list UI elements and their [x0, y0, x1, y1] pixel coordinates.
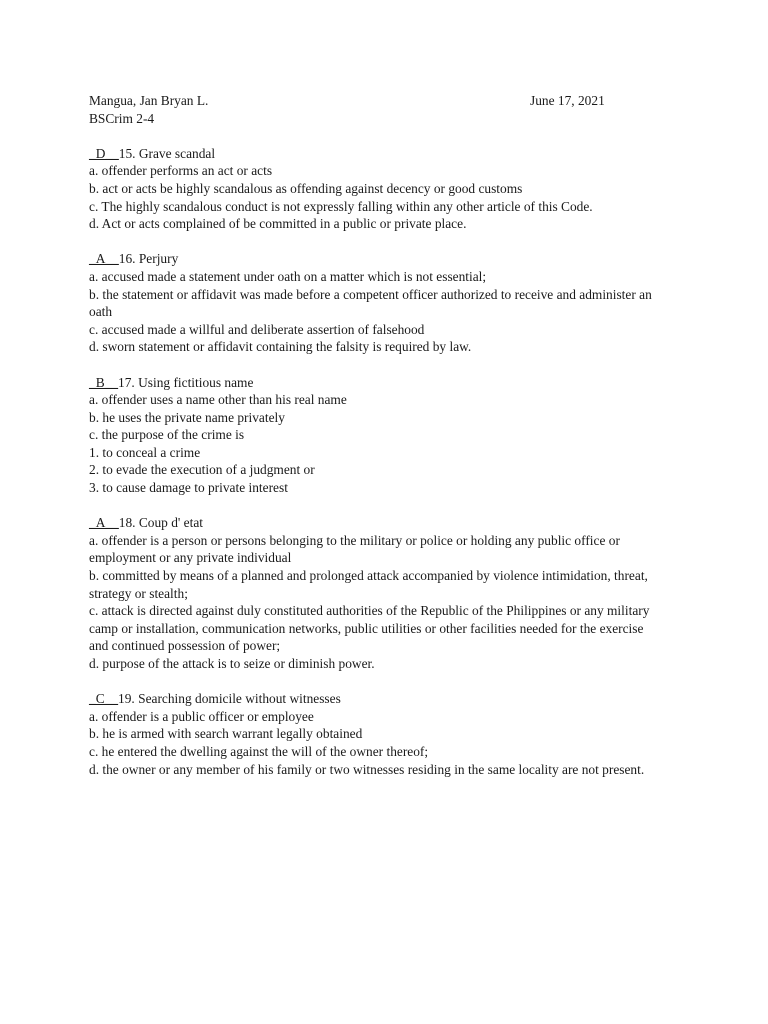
question-line: a. offender uses a name other than his real name — [89, 392, 347, 408]
question-heading — [89, 250, 689, 268]
answer-blank: _B__ — [89, 374, 119, 390]
question-line: 2. to evade the execution of a judgment or — [89, 462, 315, 478]
question-title: 19. Searching domicile without witnesses — [118, 691, 341, 707]
question-line: c. The highly scandalous conduct is not expressly falling within any other article of this Code. — [89, 198, 593, 214]
question-item — [89, 690, 689, 778]
question-line: a. accused made a statement under oath on a matter which is not essential; — [89, 268, 487, 284]
question-line: d. purpose of the attack is to seize or diminish power. — [89, 656, 375, 671]
question-item — [89, 250, 689, 356]
question-line: b. committed by means of a planned and prolonged attack accompanied by violence intimidation, threat, — [89, 568, 648, 584]
question-heading — [89, 145, 689, 163]
question-line: 1. to conceal a crime — [89, 444, 201, 460]
answer-blank: _A__ — [89, 251, 119, 267]
question-line: c. attack is directed against duly constituted authorities of the Republic of the Philippines or any military — [89, 603, 650, 619]
questions-list — [89, 145, 689, 778]
question-heading — [89, 374, 689, 392]
submission-date: June 17, 2021 — [530, 93, 605, 108]
question-line: d. sworn statement or affidavit containing the falsity is required by law. — [89, 339, 472, 355]
student-section: BSCrim 2-4 — [89, 110, 155, 126]
question-heading — [89, 514, 689, 532]
question-heading — [89, 690, 689, 708]
question-line: c. he entered the dwelling against the will of the owner thereof; — [89, 743, 429, 759]
answer-blank: _C__ — [89, 691, 119, 707]
student-name: Mangua, Jan Bryan L. — [89, 93, 209, 108]
question-item — [89, 145, 689, 233]
answer-sheet — [89, 92, 689, 778]
header-row — [89, 92, 689, 110]
question-title: 15. Grave scandal — [118, 145, 216, 161]
question-line: strategy or stealth; — [89, 585, 188, 601]
question-line: 3. to cause damage to private interest — [89, 480, 288, 496]
question-line: c. the purpose of the crime is — [89, 427, 245, 443]
question-title: 16. Perjury — [118, 251, 179, 267]
question-line: d. the owner or any member of his family or two witnesses residing in the same locality are not present. — [89, 761, 645, 777]
answer-blank: _A__ — [89, 515, 119, 531]
question-line: a. offender is a person or persons belonging to the military or police or holding any public office or — [89, 532, 620, 548]
question-line: a. offender is a public officer or employee — [89, 708, 314, 724]
question-line: b. he uses the private name privately — [89, 409, 285, 425]
question-line: b. act or acts be highly scandalous as offending against decency or good customs — [89, 180, 523, 196]
question-line: b. the statement or affidavit was made before a competent officer authorized to receive and administer an — [89, 286, 652, 302]
question-line: a. offender performs an act or acts — [89, 163, 273, 179]
question-line: employment or any private individual — [89, 550, 292, 566]
answer-blank: _D__ — [89, 145, 119, 161]
question-line: c. accused made a willful and deliberate assertion of falsehood — [89, 321, 425, 337]
question-line: d. Act or acts complained of be committed in a public or private place. — [89, 216, 467, 232]
question-line: camp or installation, communication networks, public utilities or other facilities needed for the exercise — [89, 620, 644, 636]
question-line: and continued possession of power; — [89, 638, 281, 654]
question-item — [89, 374, 689, 497]
question-title: 18. Coup d' etat — [118, 515, 203, 531]
question-line: b. he is armed with search warrant legally obtained — [89, 726, 363, 742]
question-line: oath — [89, 304, 113, 320]
question-item — [89, 514, 689, 672]
question-title: 17. Using fictitious name — [118, 374, 254, 390]
